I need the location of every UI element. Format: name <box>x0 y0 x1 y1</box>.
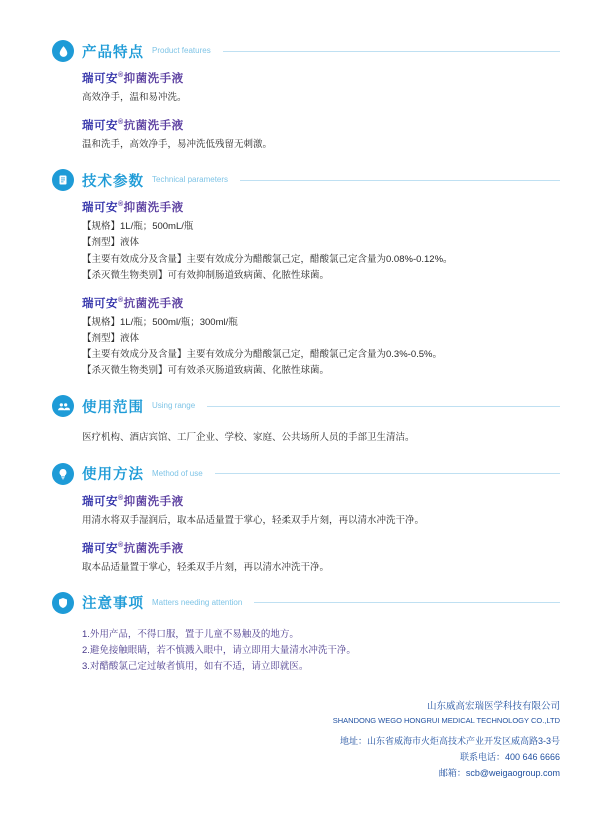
product-suffix: 抑菌洗手液 <box>123 73 184 85</box>
trademark-symbol: ® <box>118 201 124 209</box>
section-header <box>52 169 560 191</box>
body-line: 3.对醋酸氯己定过敏者慎用，如有不适，请立即就医。 <box>82 661 309 673</box>
product-name <box>82 295 560 311</box>
body-line: 【剂型】液体 <box>82 237 140 249</box>
section-title: 使用范围 <box>82 399 144 416</box>
body-line: 【剂型】液体 <box>82 332 140 344</box>
trademark-symbol: ® <box>118 297 124 305</box>
body-line: 【杀灭微生物类别】可有效抑制肠道致病菌、化脓性球菌。 <box>82 269 330 281</box>
section-body <box>52 425 560 446</box>
section-divider <box>207 406 560 407</box>
body-line: 高效净手，温和易冲洗。 <box>82 92 187 103</box>
section-method-of-use <box>52 463 560 576</box>
trademark-symbol: ® <box>118 119 124 127</box>
product-name <box>82 493 560 509</box>
section-subtitle: Using range <box>152 401 196 411</box>
trademark-symbol: ® <box>118 72 124 80</box>
trademark-symbol: ® <box>118 541 124 549</box>
body-line: 【规格】1L/瓶；500ml/瓶；300ml/瓶 <box>82 316 238 328</box>
section-title: 使用方法 <box>82 467 144 484</box>
section-using-range <box>52 395 560 446</box>
bulb-icon <box>52 463 74 485</box>
footer <box>0 700 612 782</box>
body-line: 【杀灭微生物类别】可有效杀灭肠道致病菌、化脓性球菌。 <box>82 365 330 377</box>
section-title: 注意事项 <box>82 596 144 613</box>
brand-label: 瑞可安 <box>82 120 118 133</box>
shield-icon <box>52 592 74 614</box>
brand-label: 瑞可安 <box>82 202 118 215</box>
section-technical-parameters <box>52 169 560 379</box>
section-body <box>52 622 560 675</box>
brand-label: 瑞可安 <box>82 297 118 310</box>
section-subtitle: Technical parameters <box>152 175 229 185</box>
body-line: 【规格】1L/瓶；500mL/瓶 <box>82 221 194 233</box>
company-email: 邮箱：scb@weigaogroup.com <box>438 767 560 778</box>
body-line: 用清水将双手湿润后，取本品适量置于掌心，轻柔双手片刻，再以清水冲洗干净。 <box>82 514 425 526</box>
company-name-en: SHANDONG WEGO HONGRUI MEDICAL TECHNOLOGY CO.,LTD <box>332 715 560 725</box>
section-subtitle: Product features <box>152 46 211 55</box>
body-line: 2.避免接触眼睛，若不慎溅入眼中，请立即用大量清水冲洗干净。 <box>82 644 356 656</box>
company-name-cn: 山东威高宏瑞医学科技有限公司 <box>426 701 560 712</box>
product-name <box>82 117 560 133</box>
section-subtitle: Matters needing attention <box>152 597 243 607</box>
brand-label: 瑞可安 <box>82 542 118 555</box>
section-header <box>52 395 560 417</box>
product-name <box>82 70 560 86</box>
body-line: 温和洗手，高效净手，易冲洗低残留无刺激。 <box>82 139 273 151</box>
section-matters-needing-attention <box>52 592 560 675</box>
product-suffix: 抑菌洗手液 <box>123 202 184 215</box>
section-subtitle: Method of use <box>152 468 203 478</box>
section-title: 产品特点 <box>82 44 144 61</box>
product-suffix: 抗菌洗手液 <box>123 542 184 555</box>
section-body <box>52 199 560 379</box>
brand-label: 瑞可安 <box>82 495 118 508</box>
section-body <box>52 70 560 153</box>
section-header <box>52 40 560 62</box>
company-address: 地址：山东省威海市火炬高技术产业开发区威高路3-3号 <box>339 736 560 747</box>
body-line: 1.外用产品，不得口服，置于儿童不易触及的地方。 <box>82 628 299 640</box>
product-suffix: 抑菌洗手液 <box>123 495 184 508</box>
section-body <box>52 493 560 576</box>
droplet-icon <box>52 40 74 62</box>
product-suffix: 抗菌洗手液 <box>123 120 184 133</box>
brand-label: 瑞可安 <box>82 73 118 85</box>
people-icon <box>52 395 74 417</box>
section-title: 技术参数 <box>82 173 144 190</box>
section-header <box>52 592 560 614</box>
section-divider <box>254 602 560 603</box>
product-name <box>82 540 560 556</box>
company-phone: 联系电话：400 646 6666 <box>459 752 560 763</box>
section-header <box>52 463 560 485</box>
product-suffix: 抗菌洗手液 <box>123 297 184 310</box>
body-line: 【主要有效成分及含量】主要有效成分为醋酸氯己定，醋酸氯己定含量为0.08%-0.12%。 <box>82 253 453 265</box>
trademark-symbol: ® <box>118 494 124 502</box>
section-divider <box>240 180 560 181</box>
body-line: 医疗机构、酒店宾馆、工厂企业、学校、家庭、公共场所人员的手部卫生清洁。 <box>82 432 415 444</box>
document-icon <box>52 169 74 191</box>
product-name <box>82 199 560 215</box>
section-product-features <box>52 40 560 153</box>
section-divider <box>223 51 560 52</box>
section-divider <box>215 473 560 474</box>
body-line: 【主要有效成分及含量】主要有效成分为醋酸氯己定，醋酸氯己定含量为0.3%-0.5%。 <box>82 349 442 361</box>
body-line: 取本品适量置于掌心，轻柔双手片刻，再以清水冲洗干净。 <box>82 561 330 573</box>
